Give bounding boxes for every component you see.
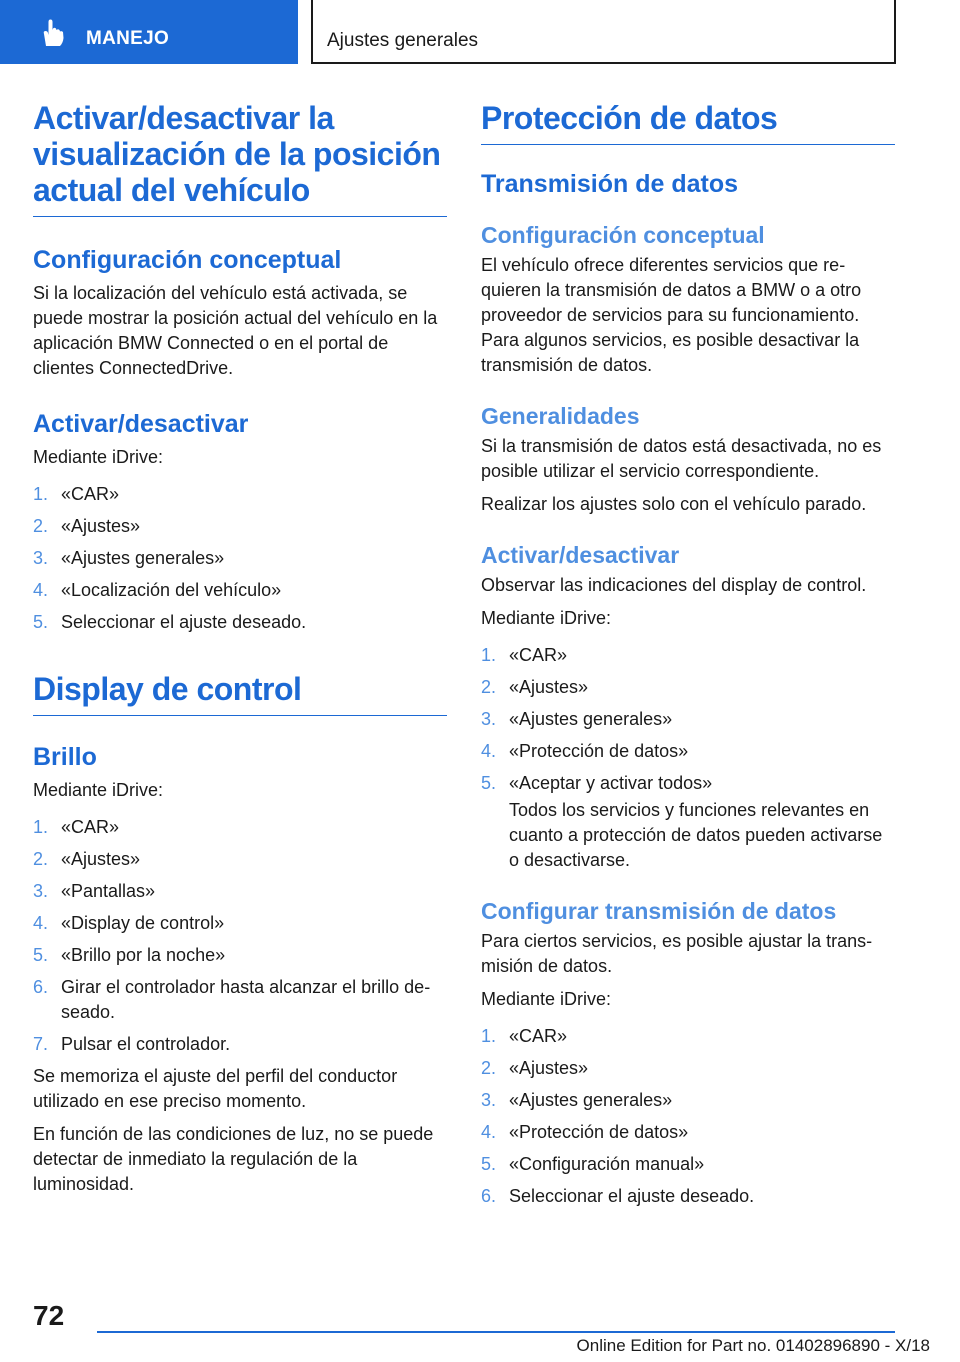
list-item: 4. «Localización del vehículo» <box>33 580 282 600</box>
list-item: 1. «CAR» <box>33 817 120 837</box>
heading-configurar: Configurar transmisión de datos <box>481 898 837 924</box>
list-item: 5. «Configuración manual» <box>481 1154 705 1174</box>
list-item: 2. «Ajustes» <box>481 677 589 697</box>
steering-hand-icon <box>38 16 68 48</box>
list-item: 3. «Ajustes generales» <box>481 1090 673 1110</box>
step-5-note: Todos los servicios y funciones relevantes en cuanto a protección de datos pueden activarse o desactivarse. <box>509 800 883 870</box>
steps-configurar <box>481 1024 895 1209</box>
left-column <box>33 100 447 1197</box>
footer-divider <box>97 1331 895 1333</box>
edition-text: Online Edition for Part no. 01402896890 - X/18 <box>576 1336 930 1355</box>
list-item: 3. «Ajustes generales» <box>481 709 673 729</box>
list-item: 2. «Ajustes» <box>33 849 141 869</box>
heading-brillo: Brillo <box>33 743 97 771</box>
steps-position <box>33 482 447 635</box>
heading-transmision: Transmisión de datos <box>481 170 739 198</box>
paragraph-generalidades-2: Realizar los ajustes solo con el vehículo parado. <box>481 494 867 514</box>
paragraph-mediante-right-1: Mediante iDrive: <box>481 608 612 628</box>
paragraph-config-right: El vehículo ofrece diferentes servicios que requieren la transmisión de datos a BMW o a otro proveedor de servicios para su funcionamiento. Para algunos servicios, es posible desactivar la transmisión de datos. <box>481 255 862 375</box>
list-item: 6. Seleccionar el ajuste deseado. <box>481 1186 755 1206</box>
list-item: 5. «Aceptar y activar todos» <box>481 773 713 793</box>
paragraph-generalidades-1: Si la transmisión de datos está desactivada, no es posible utilizar el servicio correspondiente. <box>481 436 882 481</box>
list-item: 2. «Ajustes» <box>33 516 141 536</box>
paragraph-memoriza: Se memoriza el ajuste del perfil del conductor utilizado en ese preciso momento. <box>33 1066 398 1111</box>
list-item: 4. «Display de control» <box>33 913 225 933</box>
steps-proteccion <box>481 643 895 796</box>
paragraph-mediante-left-1: Mediante iDrive: <box>33 447 164 467</box>
list-item: 6. Girar el controlador hasta alcanzar el brillo deseado. <box>33 977 431 1022</box>
heading-display: Display de control <box>33 671 447 716</box>
heading-config-left: Configuración conceptual <box>33 246 342 274</box>
list-item: 4. «Protección de datos» <box>481 1122 689 1142</box>
paragraph-observar: Observar las indicaciones del display de control. <box>481 575 867 595</box>
breadcrumb-label: Ajustes generales <box>327 30 479 51</box>
steps-brillo <box>33 815 447 1057</box>
list-item: 1. «CAR» <box>481 645 568 665</box>
right-column <box>481 100 895 1216</box>
list-item: 1. «CAR» <box>33 484 120 504</box>
paragraph-config-left: Si la localización del vehículo está activada, se puede mostrar la posición actual del vehículo en la aplicación BMW Connected o en el portal de clientes ConnectedDrive. <box>33 283 438 378</box>
list-item: 5. «Brillo por la noche» <box>33 945 226 965</box>
heading-activar-right: Activar/desactivar <box>481 542 680 568</box>
paragraph-mediante-left-2: Mediante iDrive: <box>33 780 164 800</box>
heading-generalidades: Generalidades <box>481 403 640 429</box>
list-item: 2. «Ajustes» <box>481 1058 589 1078</box>
list-item: 3. «Pantallas» <box>33 881 156 901</box>
paragraph-ciertos: Para ciertos servicios, es posible ajustar la transmisión de datos. <box>481 931 873 976</box>
page-number: 72 <box>33 1300 65 1331</box>
paragraph-mediante-right-2: Mediante iDrive: <box>481 989 612 1009</box>
list-item: 1. «CAR» <box>481 1026 568 1046</box>
list-item: 3. «Ajustes generales» <box>33 548 225 568</box>
list-item: 7. Pulsar el controlador. <box>33 1034 231 1054</box>
heading-position: Activar/desactivar la visualización de la posición actual del vehículo <box>33 100 447 217</box>
section-tab <box>0 0 298 64</box>
breadcrumb <box>311 0 896 64</box>
list-item: 5. Seleccionar el ajuste deseado. <box>33 612 307 632</box>
list-item: 4. «Protección de datos» <box>481 741 689 761</box>
section-label: MANEJO <box>86 28 170 49</box>
heading-config-right: Configuración conceptual <box>481 222 765 248</box>
paragraph-funcion: En función de las condiciones de luz, no se puede detectar de inmediato la regulación de la luminosidad. <box>33 1124 434 1194</box>
heading-activar-left: Activar/desactivar <box>33 410 249 438</box>
heading-proteccion: Protección de datos <box>481 100 895 145</box>
